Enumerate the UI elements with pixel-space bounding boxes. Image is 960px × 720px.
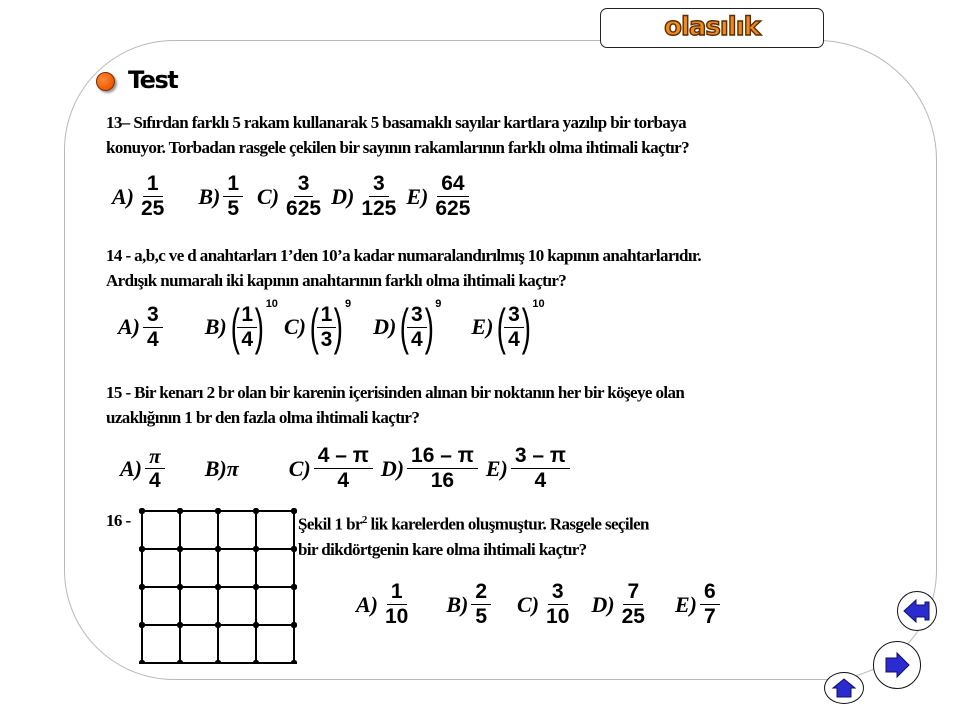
fraction: [407, 444, 478, 493]
question-16-text: [298, 508, 649, 562]
denominator: 4: [508, 327, 520, 351]
numerator: 16 – π: [407, 444, 478, 469]
numerator: 1: [237, 303, 257, 328]
left-paren: (: [230, 299, 240, 355]
option-letter: A): [120, 455, 142, 481]
numerator: 3: [407, 303, 427, 328]
option-letter: D): [373, 314, 397, 339]
exponent: 9: [344, 298, 352, 310]
question-line: 13– Sıfırdan farklı 5 rakam kullanarak 5 basamaklı sayılar kartlara yazılıp bir torbaya: [106, 113, 687, 132]
right-paren: ): [254, 299, 264, 355]
grid-dot: [215, 508, 221, 514]
denominator: 5: [227, 197, 240, 220]
grid-dot: [215, 622, 221, 628]
option-c[interactable]: [517, 580, 573, 629]
grid-dot: [215, 660, 221, 664]
option-c[interactable]: [283, 298, 352, 355]
question-line: Ardışık numaralı iki kapının anahtarının farklı olma ihtimali kaçtır?: [106, 271, 567, 290]
option-b[interactable]: [205, 456, 239, 482]
option-letter: C): [283, 314, 306, 339]
option-letter: C): [288, 455, 311, 481]
denominator: 25: [141, 197, 165, 220]
grid-dot: [177, 584, 183, 590]
fraction: [145, 444, 165, 493]
question-line: [298, 508, 649, 537]
left-paren: (: [497, 299, 507, 355]
orange-bullet-icon: [96, 72, 115, 91]
option-letter: A): [118, 314, 140, 339]
left-paren: (: [309, 299, 319, 355]
question-14-text: [106, 243, 701, 293]
numerator: 1: [143, 172, 163, 197]
option-a[interactable]: [118, 303, 163, 352]
home-button[interactable]: [824, 672, 864, 704]
option-a[interactable]: [356, 580, 412, 629]
grid-dot: [291, 546, 297, 552]
question-line: bir dikdörtgenin kare olma ihtimali kaçtır?: [298, 539, 587, 559]
numerator: π: [145, 444, 164, 469]
exponent: 9: [435, 298, 442, 310]
denominator: 3: [320, 327, 333, 351]
option-letter: B): [446, 591, 469, 617]
question-line: konuyor. Torbadan rasgele çekilen bir sayının rakamlarının farklı olma ihtimali kaçtır?: [106, 138, 690, 157]
option-letter: C): [257, 183, 280, 209]
denominator: 10: [546, 605, 570, 628]
question-14-options: [118, 298, 545, 355]
fraction: [381, 580, 412, 629]
superscript: 2: [361, 514, 367, 526]
numerator: 64: [437, 172, 468, 197]
fraction: [282, 172, 325, 221]
fraction: [542, 580, 573, 629]
fraction: [431, 172, 474, 221]
denominator: 4: [410, 327, 423, 351]
option-letter: E): [674, 591, 697, 617]
option-value: π: [226, 455, 239, 481]
option-letter: E): [485, 455, 508, 481]
denominator: 10: [385, 605, 409, 628]
forward-button[interactable]: [873, 641, 921, 689]
numerator: 3: [548, 580, 568, 605]
numerator: 1: [223, 172, 243, 197]
fraction: [357, 172, 400, 221]
grid-dot: [139, 508, 145, 514]
grid-dot: [177, 622, 183, 628]
fraction: [137, 172, 168, 221]
grid-dot: [253, 660, 259, 664]
option-e[interactable]: [486, 444, 570, 493]
option-letter: A): [112, 183, 134, 209]
grid-dot: [291, 508, 297, 514]
grid-dot: [139, 660, 145, 664]
question-15-options: [120, 444, 570, 493]
fraction: [618, 580, 649, 629]
fraction: [407, 303, 427, 352]
option-b[interactable]: [204, 298, 278, 355]
numerator: 1: [317, 303, 337, 328]
denominator: 125: [361, 197, 397, 220]
option-e[interactable]: [406, 172, 474, 221]
numerator: 7: [623, 580, 643, 605]
grid-dot: [215, 546, 221, 552]
question-line: uzaklığının 1 br den fazla olma ihtimali kaçtır?: [106, 408, 420, 427]
option-d[interactable]: [591, 580, 649, 629]
question-15-text: [106, 380, 684, 430]
back-arrow-icon: [903, 599, 931, 623]
denominator: 4: [241, 327, 254, 351]
denominator: 4: [534, 469, 547, 492]
option-letter: D): [331, 183, 355, 209]
section-title: Test: [128, 66, 178, 94]
grid-dot: [253, 546, 259, 552]
option-letter: C): [517, 591, 540, 617]
square-grid-figure: [139, 508, 297, 664]
grid-dot: [139, 546, 145, 552]
grid-dot: [291, 584, 297, 590]
denominator: 25: [621, 605, 645, 628]
numerator: 3: [504, 303, 524, 328]
numerator: 3: [143, 303, 163, 328]
option-letter: A): [356, 591, 378, 617]
numerator: 2: [471, 580, 491, 605]
grid-dot: [177, 546, 183, 552]
numerator: 6: [700, 580, 720, 605]
question-13-text: [106, 110, 689, 160]
option-b[interactable]: [198, 172, 243, 221]
numerator: 3: [369, 172, 389, 197]
grid-dot: [253, 622, 259, 628]
option-c[interactable]: [289, 444, 373, 493]
grid-dot: [139, 584, 145, 590]
numerator: 3: [294, 172, 314, 197]
right-paren: ): [521, 299, 531, 355]
question-16-label: 16 -: [106, 511, 131, 530]
option-b[interactable]: [446, 580, 491, 629]
option-e[interactable]: [675, 580, 720, 629]
fraction: [471, 580, 491, 629]
option-letter: D): [380, 455, 405, 481]
option-a[interactable]: [112, 172, 168, 221]
logo-text: olasılık: [664, 12, 760, 42]
fraction: [143, 303, 163, 352]
grid-dot: [253, 508, 259, 514]
grid-dot: [139, 622, 145, 628]
forward-arrow-icon: [884, 651, 910, 679]
question-16-options: [356, 580, 720, 629]
exponent: 10: [532, 298, 545, 310]
question-line: 14 - a,b,c ve d anahtarları 1’den 10’a kadar numaralandırılmış 10 kapının anahtarlarıdır.: [106, 246, 702, 265]
denominator: 7: [703, 605, 716, 628]
option-letter: E): [471, 314, 494, 339]
option-letter: E): [406, 183, 429, 209]
back-button[interactable]: [897, 591, 937, 631]
left-paren: (: [400, 299, 410, 355]
text-part: lik karelerden oluşmuştur. Rasgele seçilen: [366, 514, 649, 534]
option-letter: B): [204, 314, 227, 339]
fraction: [700, 580, 720, 629]
option-letter: D): [591, 591, 615, 617]
numerator: 4 – π: [314, 444, 373, 469]
denominator: 4: [337, 469, 350, 492]
option-d[interactable]: [381, 444, 478, 493]
option-e[interactable]: [471, 298, 545, 355]
grid-dot: [291, 660, 297, 664]
option-letter: B): [204, 455, 227, 481]
fraction: [314, 444, 373, 493]
grid-dot: [177, 508, 183, 514]
denominator: 4: [149, 469, 161, 492]
grid-dot: [253, 584, 259, 590]
grid-dot: [177, 660, 183, 664]
question-line: 15 - Bir kenarı 2 br olan bir karenin içerisinden alınan bir noktanın her bir köşeye olan: [106, 383, 685, 402]
denominator: 5: [475, 605, 488, 628]
logo-banner: [600, 8, 824, 48]
grid-dot: [215, 584, 221, 590]
text-part: Şekil 1 br: [298, 514, 362, 534]
option-d[interactable]: [331, 172, 400, 221]
exponent: 10: [265, 298, 278, 310]
denominator: 4: [147, 327, 159, 351]
grid-dot: [291, 622, 297, 628]
home-icon: [832, 678, 856, 698]
option-a[interactable]: [120, 444, 165, 493]
option-letter: B): [198, 183, 221, 209]
right-paren: ): [424, 299, 434, 355]
numerator: 3 – π: [511, 444, 570, 469]
question-13-options: [112, 172, 474, 221]
numerator: 1: [387, 580, 407, 605]
fraction: [511, 444, 570, 493]
denominator: 625: [286, 197, 322, 220]
option-c[interactable]: [257, 172, 325, 221]
denominator: 16: [430, 469, 455, 492]
denominator: 625: [435, 197, 471, 220]
fraction: [223, 172, 243, 221]
option-d[interactable]: [373, 298, 442, 355]
right-paren: ): [334, 299, 344, 355]
